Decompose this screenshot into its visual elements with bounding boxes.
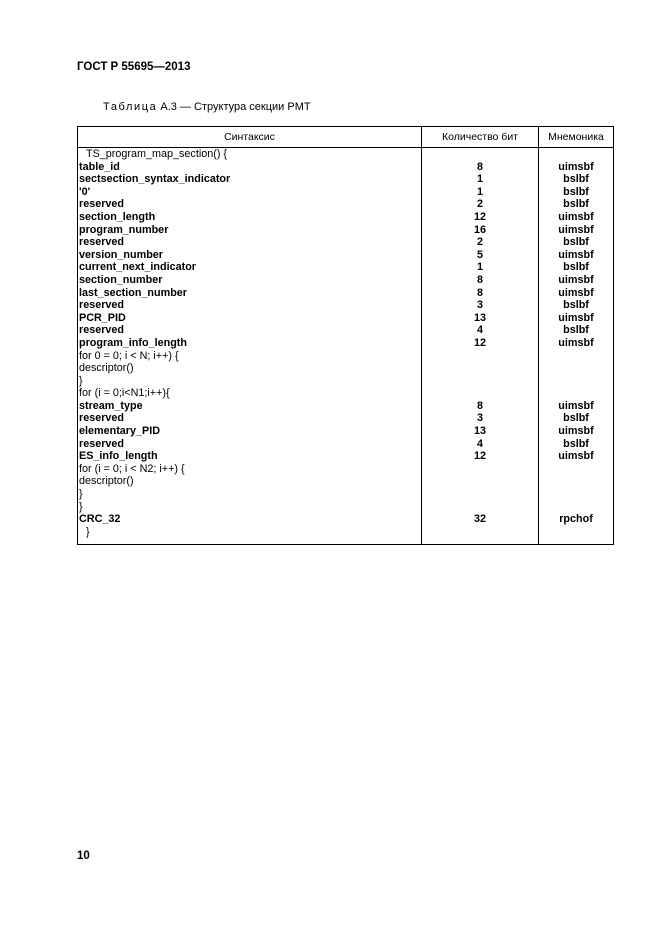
table-row — [78, 526, 614, 545]
bits-cell — [422, 488, 539, 501]
mnemonic-cell: bslbf — [539, 438, 614, 451]
mnemonic-cell: uimsbf — [539, 211, 614, 224]
mnemonic-cell: bslbf — [539, 186, 614, 199]
mnemonic-cell: uimsbf — [539, 425, 614, 438]
caption-number: А.3 — [160, 101, 177, 113]
table-row — [78, 173, 614, 186]
mnemonic-cell: uimsbf — [539, 274, 614, 287]
syntax-cell: descriptor() — [78, 362, 422, 375]
bits-cell — [422, 463, 539, 476]
table-caption — [103, 101, 311, 113]
syntax-cell: reserved — [78, 412, 422, 425]
table-row — [78, 261, 614, 274]
bits-cell: 8 — [422, 287, 539, 300]
column-header-bits: Количество бит — [422, 127, 539, 148]
bits-cell: 8 — [422, 400, 539, 413]
mnemonic-cell: bslbf — [539, 324, 614, 337]
table-row — [78, 450, 614, 463]
table-row — [78, 148, 614, 161]
mnemonic-cell: uimsbf — [539, 249, 614, 262]
syntax-cell: ES_info_length — [78, 450, 422, 463]
mnemonic-cell: uimsbf — [539, 287, 614, 300]
mnemonic-cell — [539, 387, 614, 400]
mnemonic-cell: bslbf — [539, 236, 614, 249]
table-row — [78, 387, 614, 400]
bits-cell: 5 — [422, 249, 539, 262]
syntax-cell: program_info_length — [78, 337, 422, 350]
syntax-cell: reserved — [78, 324, 422, 337]
syntax-cell: section_length — [78, 211, 422, 224]
table-row — [78, 287, 614, 300]
table-row — [78, 400, 614, 413]
bits-cell: 3 — [422, 412, 539, 425]
mnemonic-cell: uimsbf — [539, 224, 614, 237]
bits-cell: 32 — [422, 513, 539, 526]
mnemonic-cell — [539, 488, 614, 501]
syntax-cell: } — [78, 488, 422, 501]
table-row — [78, 337, 614, 350]
bits-cell: 8 — [422, 274, 539, 287]
mnemonic-cell — [539, 463, 614, 476]
table-body — [78, 148, 614, 545]
mnemonic-cell — [539, 375, 614, 388]
bits-cell — [422, 362, 539, 375]
syntax-cell: '0' — [78, 186, 422, 199]
bits-cell: 8 — [422, 161, 539, 174]
mnemonic-cell: uimsbf — [539, 400, 614, 413]
bits-cell: 1 — [422, 186, 539, 199]
table-row — [78, 475, 614, 488]
mnemonic-cell — [539, 350, 614, 363]
table-header-row — [78, 127, 614, 148]
bits-cell: 4 — [422, 324, 539, 337]
syntax-cell: table_id — [78, 161, 422, 174]
table-row — [78, 224, 614, 237]
syntax-cell: } — [78, 526, 422, 545]
bits-cell: 1 — [422, 173, 539, 186]
bits-cell: 12 — [422, 211, 539, 224]
mnemonic-cell: bslbf — [539, 299, 614, 312]
syntax-cell: reserved — [78, 236, 422, 249]
syntax-cell: current_next_indicator — [78, 261, 422, 274]
table-row — [78, 198, 614, 211]
bits-cell: 4 — [422, 438, 539, 451]
syntax-cell: for 0 = 0; i < N; i++) { — [78, 350, 422, 363]
table-row — [78, 501, 614, 514]
bits-cell — [422, 526, 539, 545]
table-row — [78, 236, 614, 249]
column-header-syntax: Синтаксис — [78, 127, 422, 148]
table-row — [78, 299, 614, 312]
table-row — [78, 211, 614, 224]
syntax-cell: PCR_PID — [78, 312, 422, 325]
syntax-cell: descriptor() — [78, 475, 422, 488]
mnemonic-cell: bslbf — [539, 412, 614, 425]
table-row — [78, 488, 614, 501]
syntax-cell: stream_type — [78, 400, 422, 413]
bits-cell — [422, 387, 539, 400]
caption-title: — Структура секции PMT — [179, 101, 311, 113]
mnemonic-cell: uimsbf — [539, 312, 614, 325]
bits-cell: 13 — [422, 425, 539, 438]
table-row — [78, 375, 614, 388]
mnemonic-cell — [539, 501, 614, 514]
table-row — [78, 463, 614, 476]
bits-cell — [422, 148, 539, 161]
table-row — [78, 161, 614, 174]
bits-cell: 2 — [422, 236, 539, 249]
syntax-cell: version_number — [78, 249, 422, 262]
bits-cell: 3 — [422, 299, 539, 312]
mnemonic-cell: uimsbf — [539, 450, 614, 463]
syntax-cell: TS_program_map_section() { — [78, 148, 422, 161]
mnemonic-cell: rpchof — [539, 513, 614, 526]
bits-cell: 2 — [422, 198, 539, 211]
table-row — [78, 324, 614, 337]
table-row — [78, 312, 614, 325]
syntax-cell: elementary_PID — [78, 425, 422, 438]
syntax-cell: reserved — [78, 438, 422, 451]
bits-cell: 1 — [422, 261, 539, 274]
mnemonic-cell: bslbf — [539, 198, 614, 211]
syntax-cell: last_section_number — [78, 287, 422, 300]
syntax-cell: } — [78, 501, 422, 514]
page-number: 10 — [77, 850, 90, 862]
syntax-cell: for (i = 0; i < N2; i++) { — [78, 463, 422, 476]
bits-cell — [422, 350, 539, 363]
table-row — [78, 249, 614, 262]
bits-cell — [422, 475, 539, 488]
table-row — [78, 513, 614, 526]
syntax-cell: reserved — [78, 198, 422, 211]
mnemonic-cell — [539, 526, 614, 545]
table-row — [78, 186, 614, 199]
table-row — [78, 425, 614, 438]
bits-cell — [422, 375, 539, 388]
syntax-cell: } — [78, 375, 422, 388]
pmt-structure-table — [77, 126, 614, 545]
bits-cell: 13 — [422, 312, 539, 325]
table-row — [78, 362, 614, 375]
bits-cell — [422, 501, 539, 514]
bits-cell: 12 — [422, 450, 539, 463]
mnemonic-cell — [539, 362, 614, 375]
table-row — [78, 412, 614, 425]
mnemonic-cell: uimsbf — [539, 337, 614, 350]
table-row — [78, 274, 614, 287]
bits-cell: 16 — [422, 224, 539, 237]
table-row — [78, 438, 614, 451]
caption-label: Таблица — [103, 101, 158, 113]
syntax-cell: CRC_32 — [78, 513, 422, 526]
table-row — [78, 350, 614, 363]
mnemonic-cell: uimsbf — [539, 161, 614, 174]
syntax-cell: sectsection_syntax_indicator — [78, 173, 422, 186]
document-header: ГОСТ Р 55695—2013 — [77, 61, 191, 73]
syntax-cell: reserved — [78, 299, 422, 312]
syntax-cell: for (i = 0;i<N1;i++){ — [78, 387, 422, 400]
mnemonic-cell — [539, 148, 614, 161]
mnemonic-cell — [539, 475, 614, 488]
column-header-mnemonic: Мнемоника — [539, 127, 614, 148]
mnemonic-cell: bslbf — [539, 173, 614, 186]
bits-cell: 12 — [422, 337, 539, 350]
syntax-cell: section_number — [78, 274, 422, 287]
mnemonic-cell: bslbf — [539, 261, 614, 274]
syntax-cell: program_number — [78, 224, 422, 237]
